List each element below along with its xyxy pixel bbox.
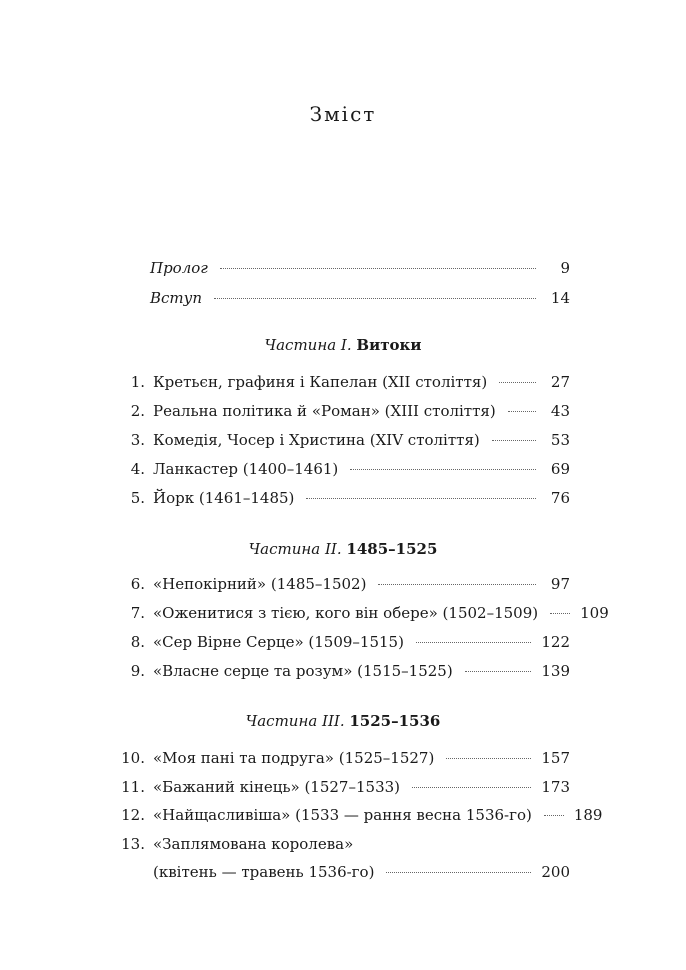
entry-number: 7. <box>130 604 145 622</box>
dot-leader <box>465 671 532 672</box>
dot-leader <box>416 642 531 643</box>
entry-page: 122 <box>541 633 570 651</box>
entry-number: 11. <box>121 778 145 796</box>
toc-entry-introduction[interactable] <box>120 284 570 312</box>
toc-entry-chapter-4[interactable] <box>120 455 570 483</box>
entry-number: 12. <box>121 806 145 824</box>
toc-entry-chapter-6[interactable] <box>120 570 570 598</box>
entry-page: 14 <box>550 289 570 307</box>
toc-entry-chapter-7[interactable] <box>120 599 609 627</box>
dot-leader <box>378 584 536 585</box>
entry-title: Кретьєн, графиня і Капелан (XII століття) <box>153 373 488 391</box>
entry-page: 69 <box>550 460 570 478</box>
toc-entry-chapter-13[interactable] <box>120 830 570 886</box>
entry-number: 1. <box>130 373 145 391</box>
dot-leader <box>306 498 536 499</box>
part-label: Частина III. <box>245 712 345 730</box>
dot-leader <box>492 440 536 441</box>
entry-title: «Оженитися з тією, кого він обере» (1502–1509) <box>153 604 539 622</box>
toc-entry-chapter-2[interactable] <box>120 397 570 425</box>
entry-page: 157 <box>541 749 570 767</box>
entry-number: 4. <box>130 460 145 478</box>
part-label: Частина II. <box>248 540 342 558</box>
entry-page: 97 <box>550 575 570 593</box>
toc-entry-chapter-8[interactable] <box>120 628 570 656</box>
entry-number: 13. <box>121 835 145 853</box>
dot-leader <box>220 268 536 269</box>
entry-title: Йорк (1461–1485) <box>153 489 295 507</box>
entry-title-wrap <box>153 830 570 886</box>
entry-title: Вступ <box>150 289 203 307</box>
part-name: 1525–1536 <box>349 712 441 730</box>
page-title: Зміст <box>309 102 377 126</box>
dot-leader <box>214 298 536 299</box>
entry-title-line2: (квітень — травень 1536-го) <box>153 863 375 881</box>
dot-leader <box>499 382 536 383</box>
part-heading-1 <box>0 336 686 354</box>
entry-number: 6. <box>130 575 145 593</box>
entry-page: 109 <box>580 604 609 622</box>
dot-leader <box>550 613 570 614</box>
part-label: Частина I. <box>264 336 352 354</box>
entry-number: 2. <box>130 402 145 420</box>
entry-page: 27 <box>550 373 570 391</box>
entry-title: Ланкастер (1400–1461) <box>153 460 339 478</box>
toc-entry-chapter-11[interactable] <box>120 773 570 801</box>
toc-entry-chapter-3[interactable] <box>120 426 570 454</box>
entry-number: 5. <box>130 489 145 507</box>
entry-page: 43 <box>550 402 570 420</box>
entry-title: «Моя пані та подруга» (1525–1527) <box>153 749 435 767</box>
dot-leader <box>508 411 536 412</box>
toc-entry-chapter-5[interactable] <box>120 484 570 512</box>
toc-entry-chapter-10[interactable] <box>120 744 570 772</box>
entry-page: 76 <box>550 489 570 507</box>
toc-entry-chapter-1[interactable] <box>120 368 570 396</box>
part-heading-2 <box>0 540 686 558</box>
entry-title-line2-row <box>153 858 570 886</box>
entry-number: 10. <box>121 749 145 767</box>
entry-page: 9 <box>560 259 570 277</box>
dot-leader <box>544 815 564 816</box>
entry-title: «Бажаний кінець» (1527–1533) <box>153 778 401 796</box>
entry-page: 189 <box>573 806 603 824</box>
entry-title: «Непокірний» (1485–1502) <box>153 575 367 593</box>
part-name: 1485–1525 <box>346 540 438 558</box>
dot-leader <box>350 469 536 470</box>
entry-title: Пролог <box>150 259 208 277</box>
toc-entry-chapter-12[interactable] <box>120 801 603 829</box>
entry-title: «Власне серце та розум» (1515–1525) <box>153 662 453 680</box>
entry-title: Реальна політика й «Роман» (XIII століття) <box>153 402 496 420</box>
entry-number: 8. <box>130 633 145 651</box>
dot-leader <box>446 758 531 759</box>
dot-leader <box>412 787 531 788</box>
part-heading-3 <box>0 712 686 730</box>
part-name: Витоки <box>356 336 422 354</box>
entry-number: 3. <box>130 431 145 449</box>
entry-page: 139 <box>541 662 570 680</box>
dot-leader <box>386 872 531 873</box>
entry-title: Комедія, Чосер і Христина (XIV століття) <box>153 431 480 449</box>
entry-title: «Сер Вірне Серце» (1509–1515) <box>153 633 404 651</box>
entry-title: «Заплямована королева» <box>153 835 354 853</box>
entry-page: 53 <box>550 431 570 449</box>
entry-page: 200 <box>541 863 570 881</box>
entry-number: 9. <box>130 662 145 680</box>
toc-entry-chapter-9[interactable] <box>120 657 570 685</box>
entry-title: «Найщасливіша» (1533 — рання весна 1536-го) <box>153 806 532 824</box>
toc-entry-prologue[interactable] <box>120 254 570 282</box>
entry-page: 173 <box>541 778 570 796</box>
